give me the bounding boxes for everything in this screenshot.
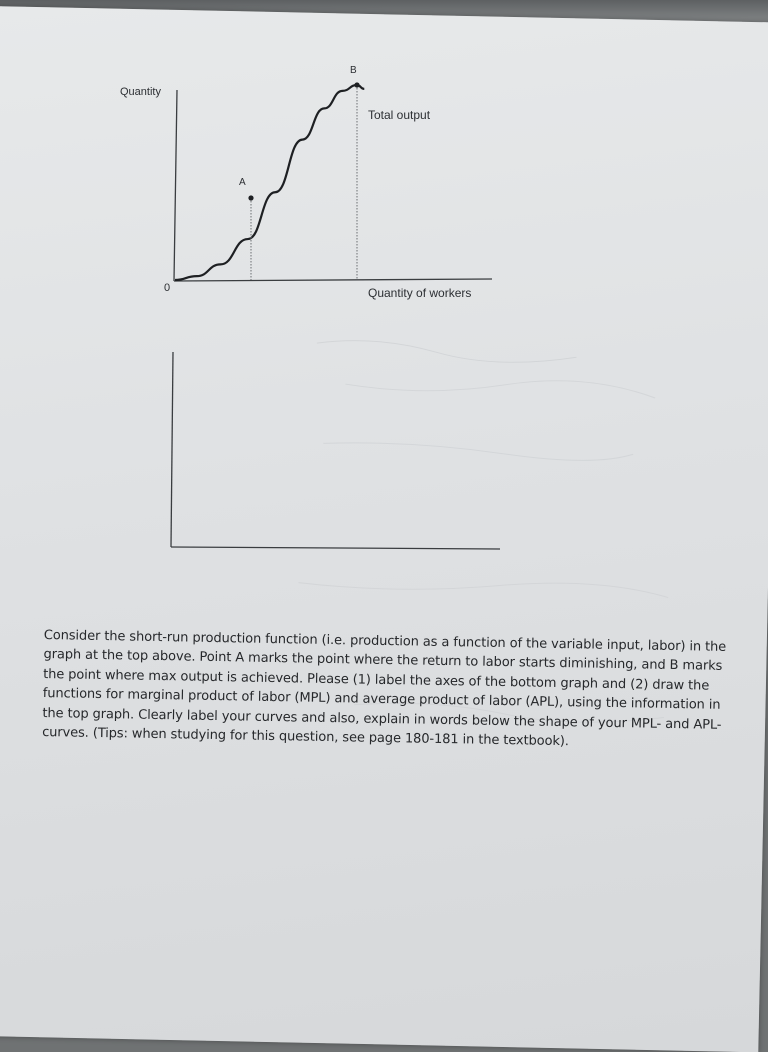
- bottom-y-axis: [171, 352, 173, 547]
- top-x-axis-label: Quantity of workers: [368, 286, 472, 300]
- point-b-label: B: [350, 65, 357, 76]
- total-output-label: Total output: [368, 108, 431, 122]
- question-text: Consider the short-run production function (i.e. production as a function of the variable input, labor) in the graph at the top above. Point A marks the point where the return to labor starts diminishing, and B marks the point where max output is achieved. Please (1) label the axes of the bottom graph and (2) draw the functions for marginal product of labor (MPL) and average product of labor (APL), using the information in the top graph. Clearly label your curves and also, explain in words below the shape of your MPL- and APL-curves. (Tips: when studying for this question, see page 180-181 in the textbook).: [42, 627, 727, 750]
- point-a-label: A: [239, 177, 246, 188]
- top-y-axis-label: Quantity: [120, 86, 161, 98]
- origin-label: 0: [164, 282, 171, 294]
- bottom-x-axis: [171, 547, 500, 549]
